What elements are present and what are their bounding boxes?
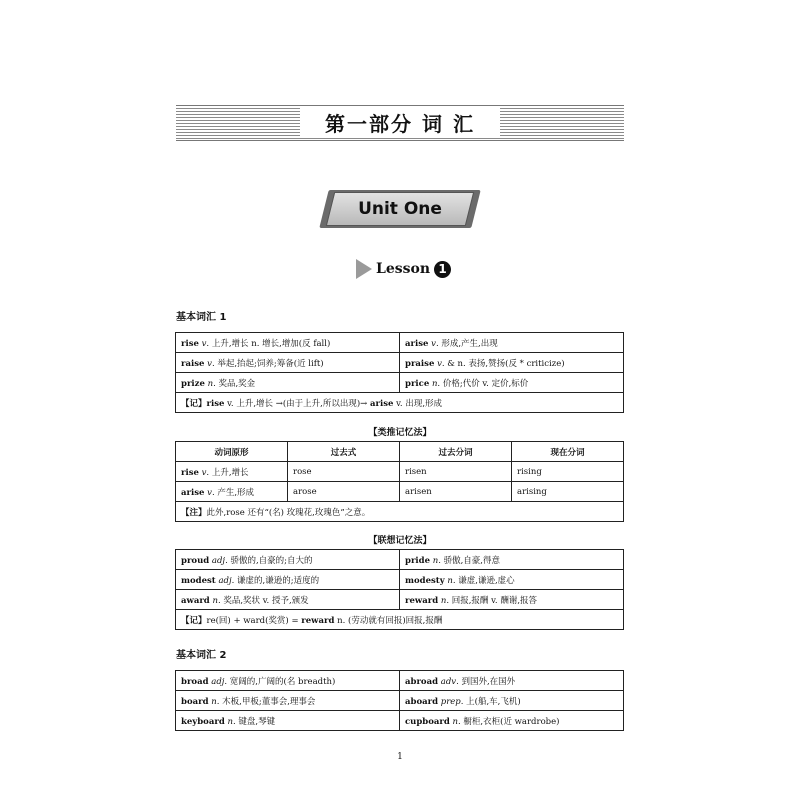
- page-number: 1: [397, 752, 403, 762]
- vocab-cell: abroad adv. 到国外,在国外: [400, 671, 624, 691]
- vocab-cell: prize n. 奖品,奖金: [176, 373, 400, 393]
- table-row: [176, 462, 624, 482]
- association-table: [175, 549, 624, 630]
- table-row: [176, 373, 624, 393]
- vocab-cell: modesty n. 谦虚,谦逊,虚心: [400, 570, 624, 590]
- vocab-cell: praise v. & n. 表扬,赞扬(反 * criticize): [400, 353, 624, 373]
- association-title: 【联想记忆法】: [368, 536, 432, 546]
- unit-title: Unit One: [358, 199, 442, 219]
- vocab-cell: award n. 奖品,奖状 v. 授予,颁发: [176, 590, 400, 610]
- column-header: 现在分词: [512, 442, 624, 462]
- vocab-cell: modest adj. 谦虚的,谦逊的;适度的: [176, 570, 400, 590]
- lesson-number-badge: 1: [434, 261, 451, 278]
- vocab-cell: reward n. 回报,报酬 v. 酬谢,报答: [400, 590, 624, 610]
- table-row: [176, 691, 624, 711]
- vocab-table-1: [175, 332, 624, 413]
- note-row: [176, 502, 624, 522]
- note-cell: 【记】re(回) + ward(奖赏) = reward n. (劳动就有回报)回报,报酬: [176, 610, 624, 630]
- present-participle-cell: rising: [512, 462, 624, 482]
- table-header-row: [176, 442, 624, 462]
- section-title-vocab-1: 基本词汇 1: [176, 312, 227, 323]
- note-row: [176, 610, 624, 630]
- note-cell: 【注】此外,rose 还有“(名) 玫瑰花,玫瑰色”之意。: [176, 502, 624, 522]
- triangle-icon: [356, 259, 372, 279]
- note-row: [176, 393, 624, 413]
- lesson-heading: [356, 258, 451, 280]
- column-header: 过去分词: [400, 442, 512, 462]
- vocab-cell: rise v. 上升,增长 n. 增长,增加(反 fall): [176, 333, 400, 353]
- section-title-vocab-2: 基本词汇 2: [176, 650, 227, 661]
- lesson-label: Lesson: [376, 261, 431, 277]
- past-cell: rose: [288, 462, 400, 482]
- table-row: [176, 333, 624, 353]
- vocab-cell: pride n. 骄傲,自豪,得意: [400, 550, 624, 570]
- table-row: [176, 550, 624, 570]
- vocab-cell: proud adj. 骄傲的,自豪的;自大的: [176, 550, 400, 570]
- vocab-cell: arise v. 形成,产生,出现: [400, 333, 624, 353]
- vocab-cell: broad adj. 宽阔的,广阔的(名 breadth): [176, 671, 400, 691]
- analogy-title: 【类推记忆法】: [368, 428, 432, 438]
- verb-cell: arise v. 产生,形成: [176, 482, 288, 502]
- verb-cell: rise v. 上升,增长: [176, 462, 288, 482]
- table-row: [176, 353, 624, 373]
- vocab-cell: keyboard n. 键盘,琴键: [176, 711, 400, 731]
- table-row: [176, 671, 624, 691]
- table-row: [176, 570, 624, 590]
- table-row: [176, 482, 624, 502]
- part-title: 第一部分 词 汇: [300, 108, 500, 136]
- table-row: [176, 711, 624, 731]
- note-cell: 【记】rise v. 上升,增长 →(由于上升,所以出现)→ arise v. 出现,形成: [176, 393, 624, 413]
- past-cell: arose: [288, 482, 400, 502]
- vocab-cell: board n. 木板,甲板;董事会,理事会: [176, 691, 400, 711]
- vocab-cell: aboard prep. 上(船,车,飞机): [400, 691, 624, 711]
- vocab-table-2: [175, 670, 624, 731]
- verb-forms-table: [175, 441, 624, 522]
- past-participle-cell: risen: [400, 462, 512, 482]
- column-header: 动词原形: [176, 442, 288, 462]
- vocab-cell: cupboard n. 橱柜,衣柜(近 wardrobe): [400, 711, 624, 731]
- past-participle-cell: arisen: [400, 482, 512, 502]
- column-header: 过去式: [288, 442, 400, 462]
- vocab-cell: raise v. 举起,抬起;饲养;筹备(近 lift): [176, 353, 400, 373]
- vocab-cell: price n. 价格;代价 v. 定价,标价: [400, 373, 624, 393]
- table-row: [176, 590, 624, 610]
- present-participle-cell: arising: [512, 482, 624, 502]
